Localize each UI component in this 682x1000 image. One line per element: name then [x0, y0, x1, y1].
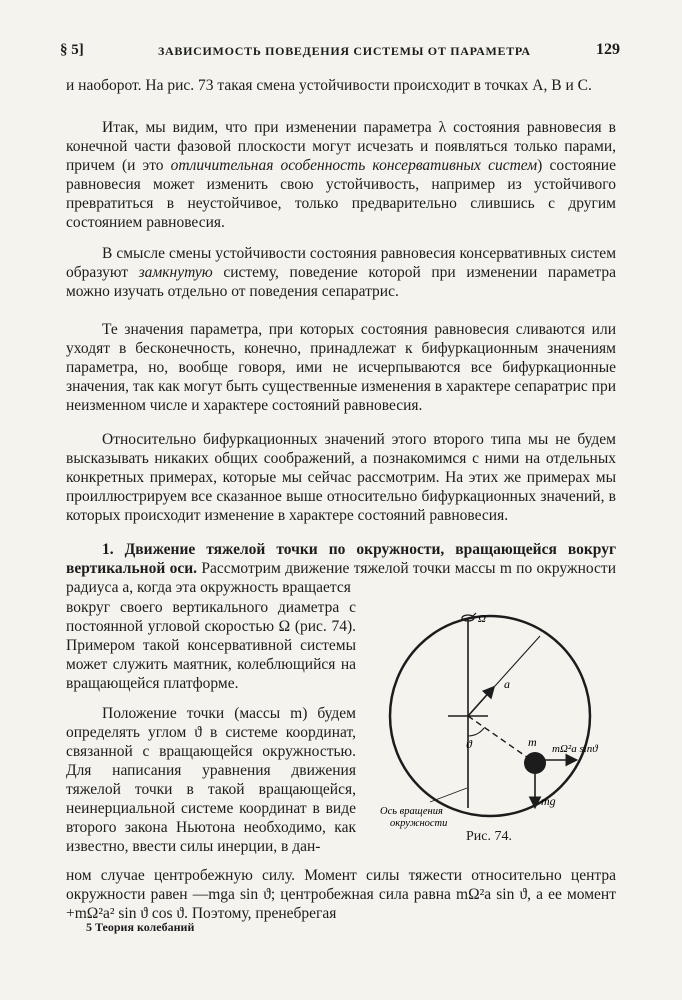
- paragraph-5: [66, 540, 616, 597]
- paragraph-continuation: и наоборот. На рис. 73 такая смена устойчивости происходит в точках A, B и C.: [66, 77, 592, 94]
- paragraph-7: Положение точки (массы m) будем определять углом ϑ в системе координат, связанной с вращающейся окружностью. Для написания уравнения движения тяжелой точки в такой вращающейся, неинерциальной системе координат в виде второго закона Ньютона необходимо, как известно, ввести силы инерции, в дан-: [66, 705, 356, 855]
- gravity-label: mg: [541, 794, 556, 808]
- axis-label-line-2: окружности: [390, 818, 448, 829]
- section-number: § 5]: [60, 42, 84, 58]
- mass-point: [524, 752, 546, 774]
- axis-label-line-1: Ось вращения: [380, 806, 443, 817]
- figure-caption: Рис. 74.: [466, 829, 512, 844]
- centrifugal-force-label: mΩ²a sinϑ: [552, 743, 598, 755]
- subsection-heading: 1. Движение тяжелой точки по окружности, вращающейся вокруг вертикальной оси.: [66, 541, 616, 577]
- paragraph-2-text-c: систему, поведение которой при изменении параметра можно изучать отдельно от поведения сепаратрис.: [66, 264, 617, 300]
- paragraph-1: [66, 118, 616, 232]
- rotating-circle: [390, 616, 590, 816]
- running-title: ЗАВИСИМОСТЬ ПОВЕДЕНИЯ СИСТЕМЫ ОТ ПАРАМЕТРА: [158, 44, 531, 58]
- paragraph-2: [66, 244, 616, 301]
- paragraph-8: ном случае центробежную силу. Момент силы тяжести относительно центра окружности равен —mga sin ϑ; центробежная сила равна mΩ²a sin ϑ, а ее момент +mΩ²a² sin ϑ cos ϑ. Поэтому, пренебрегая: [66, 867, 616, 922]
- paragraph-1-emphasis: отличительная особенность консервативных систем: [170, 157, 538, 174]
- paragraph-1-text-c: ) состояние равновесия может изменить свою устойчивость, например из устойчивого превратиться в неустойчивое, только предварительно слившись с другим состоянием равновесия.: [66, 157, 616, 231]
- running-header: [60, 36, 620, 66]
- paragraph-4: Относительно бифуркационных значений этого второго типа мы не будем высказывать никаких общих соображений, а познакомимся с ними на отдельных конкретных примерах, которые мы сейчас рассмотрим. На этих же примерах мы проиллюстрируем все сказанное выше относительно бифуркационных значений, в которых происходит изменение в характере состояний равновесия.: [66, 431, 616, 524]
- paragraph-2-text-a: В смысле смены устойчивости состояния равновесия консервативных систем образуют: [66, 245, 616, 281]
- paragraph-2-emphasis: замкнутую: [138, 264, 213, 281]
- paragraph-6: вокруг своего вертикального диаметра с постоянной угловой скоростью Ω (рис. 74). Примером такой консервативной системы может служить маятник, колеблющийся на вращающейся платформе.: [66, 599, 356, 692]
- paragraph-3: Те значения параметра, при которых состояния равновесия сливаются или уходят в бесконечность, конечно, принадлежат к бифуркационным значениям параметра, но, вообще говоря, ими не исчерпываются все бифуркационные значения, так как могут быть существенные изменения в характере сепаратрис при неизменном числе и характере состояний равновесия.: [66, 321, 616, 414]
- omega-label: Ω: [478, 613, 486, 625]
- angle-label: ϑ: [466, 737, 472, 751]
- page-number: 129: [596, 41, 620, 58]
- paragraph-5-text: Рассмотрим движение тяжелой точки массы m по окружности радиуса a, когда эта окружность вращается: [66, 560, 616, 596]
- radius-label: a: [504, 677, 510, 691]
- mass-label: m: [528, 735, 537, 749]
- signature-footer: 5 Теория колебаний: [86, 920, 195, 934]
- figure-74-diagram: [370, 600, 620, 860]
- paragraph-1-text-a: Итак, мы видим, что при изменении параметра λ состояния равновесия в конечной части фазовой плоскости могут исчезать и появляться только парами, причем (и это: [66, 119, 616, 174]
